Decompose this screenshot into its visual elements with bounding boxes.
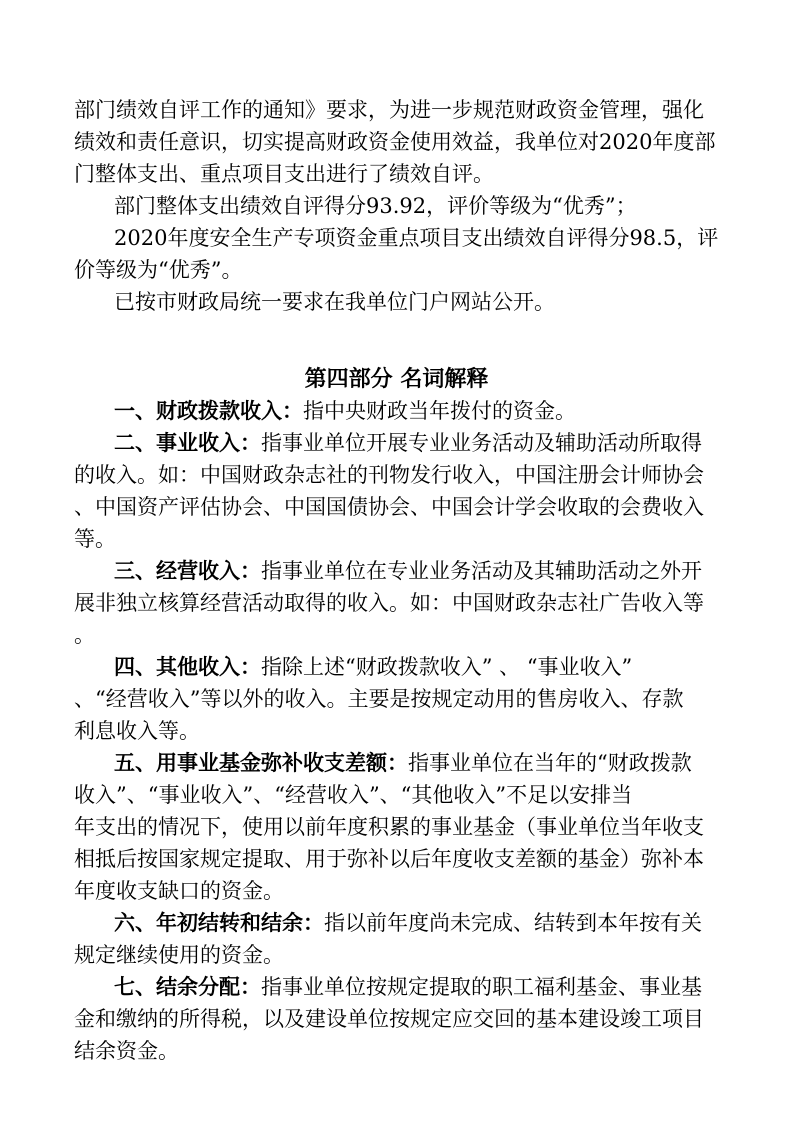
intro-line-6: 价等级为“优秀”。 [74,258,243,282]
intro-line-3: 门整体支出、重点项目支出进行了绩效自评。 [74,162,494,186]
term-3-line-3: 。 [74,623,95,647]
term-3-label: 三、经营收入： [114,559,261,583]
term-6-label: 六、年初结转和结余： [114,911,324,935]
term-7-label: 七、结余分配： [114,975,261,999]
term-6-line-2: 规定继续使用的资金。 [74,943,284,967]
term-5-line-4: 相抵后按国家规定提取、用于弥补以后年度收支差额的基金）弥补本 [74,847,704,871]
term-2-line-4: 等。 [74,527,116,551]
intro-line-2: 绩效和责任意识，切实提高财政资金使用效益，我单位对2020年度部 [74,130,716,154]
term-5-text: 指事业单位在当年的“财政拨款 [408,751,692,775]
term-3-text: 指事业单位在专业业务活动及其辅助活动之外开 [261,559,702,583]
term-6-line-1 [114,910,702,936]
term-4-line-2: 、“经营收入”等以外的收入。主要是按规定动用的售房收入、存款 [74,687,684,711]
term-5-line-2: 收入”、“事业收入”、“经营收入”、“其他收入”不足以安排当 [74,783,633,807]
term-5-line-5: 年度收支缺口的资金。 [74,879,284,903]
intro-line-5: 2020年度安全生产专项资金重点项目支出绩效自评得分98.5，评 [114,226,719,250]
section-title: 第四部分 名词解释 [304,367,489,392]
term-4-text: 指除上述“财政拨款收入” 、 “事业收入” [261,655,633,679]
term-6-text: 指以前年度尚未完成、结转到本年按有关 [324,911,702,935]
term-7-line-2: 金和缴纳的所得税，以及建设单位按规定应交回的基本建设竣工项目 [74,1007,704,1031]
term-7-line-1 [114,974,702,1000]
term-4-line-3: 利息收入等。 [74,719,200,743]
term-2-label: 二、事业收入： [114,431,261,455]
term-2-text: 指事业单位开展专业业务活动及辅助活动所取得 [261,431,702,455]
term-1-label: 一、财政拨款收入： [114,399,303,423]
term-3-line-2: 展非独立核算经营活动取得的收入。如：中国财政杂志社广告收入等 [74,591,704,615]
term-5-label: 五、用事业基金弥补收支差额： [114,751,408,775]
intro-line-1: 部门绩效自评工作的通知》要求，为进一步规范财政资金管理，强化 [74,98,704,122]
intro-line-4: 部门整体支出绩效自评得分93.92，评价等级为“优秀”； [114,194,637,218]
term-1-text: 指中央财政当年拨付的资金。 [303,399,576,423]
term-5-line-3: 年支出的情况下，使用以前年度积累的事业基金（事业单位当年收支 [74,815,704,839]
term-2-line-3: 、中国资产评估协会、中国国债协会、中国会计学会收取的会费收入 [74,495,704,519]
term-7-text: 指事业单位按规定提取的职工福利基金、事业基 [261,975,702,999]
term-7-line-3: 结余资金。 [74,1039,179,1063]
intro-line-7: 已按市财政局统一要求在我单位门户网站公开。 [114,290,555,314]
term-2-line-2: 的收入。如：中国财政杂志社的刊物发行收入，中国注册会计师协会 [74,463,704,487]
term-1-line-1 [114,398,576,424]
term-3-line-1 [114,558,702,584]
term-2-line-1 [114,430,702,456]
term-4-line-1 [114,654,632,680]
term-5-line-1 [114,750,692,776]
term-4-label: 四、其他收入： [114,655,261,679]
